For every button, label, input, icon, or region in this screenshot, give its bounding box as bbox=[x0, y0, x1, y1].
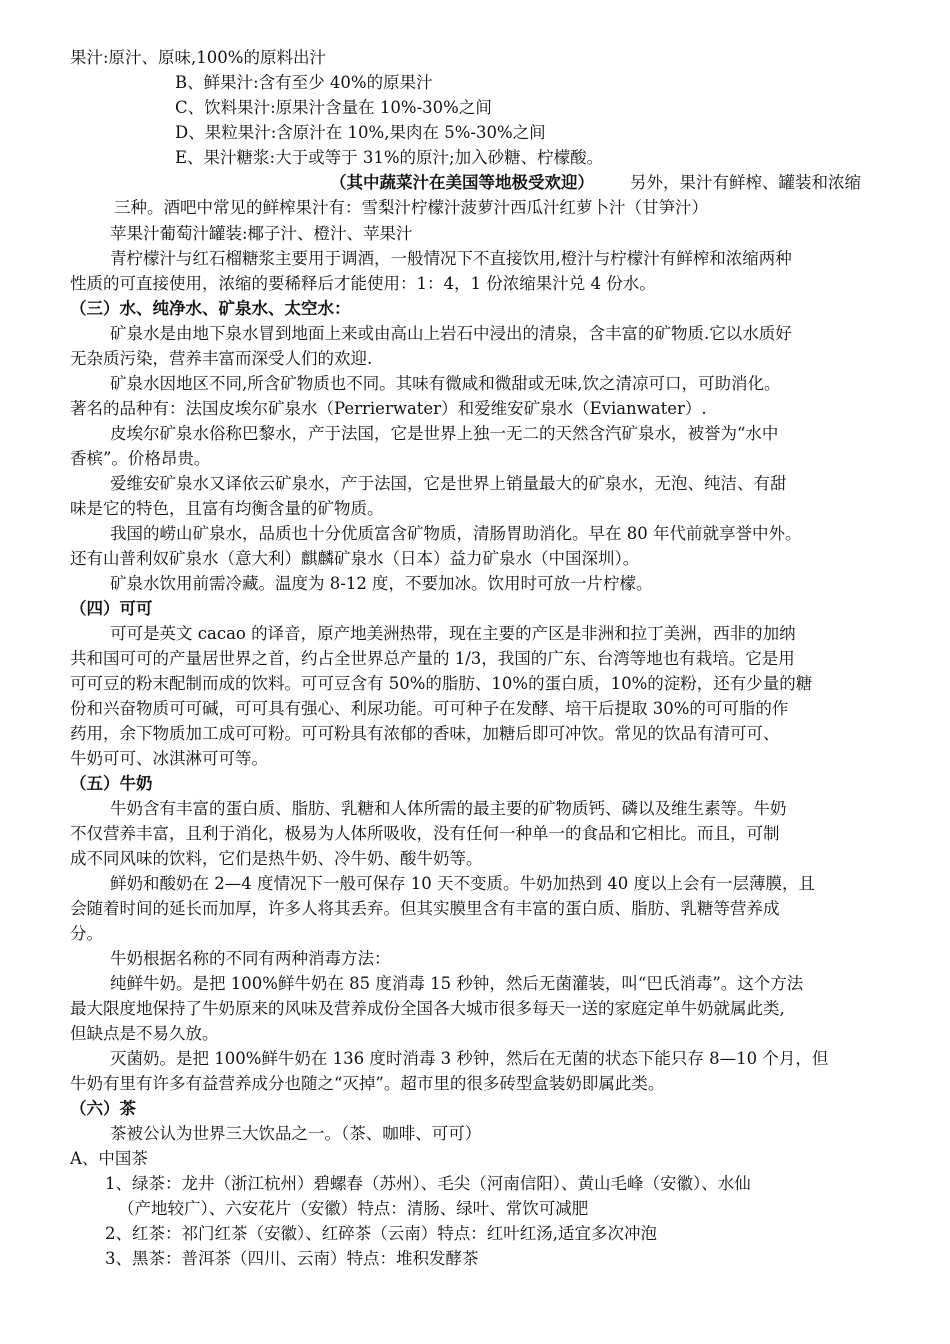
paragraph-line: 药用，余下物质加工成可可粉。可可粉具有浓郁的香味，加糖后即可冲饮。常见的饮品有清可可、 bbox=[70, 724, 780, 743]
paragraph-line: 味是它的特色，且富有均衡含量的矿物质。 bbox=[70, 499, 384, 518]
subheading-chinese-tea: A、中国茶 bbox=[70, 1149, 148, 1168]
paragraph-line: 青柠檬汁与红石榴糖浆主要用于调酒，一般情况下不直接饮用,橙汁与柠檬汁有鲜榨和浓缩两种 bbox=[110, 249, 792, 268]
juice-pulp-line: D、果粒果汁:含原汁在 10%,果肉在 5%-30%之间 bbox=[175, 123, 546, 142]
paragraph-line: 牛奶含有丰富的蛋白质、脂肪、乳糖和人体所需的最主要的矿物质钙、磷以及维生素等。牛奶 bbox=[110, 799, 787, 818]
paragraph-line: 最大限度地保持了牛奶原来的风味及营养成份全国各大城市很多每天一送的家庭定单牛奶就属此类, bbox=[70, 999, 785, 1018]
paragraph-line: 三种。酒吧中常见的鲜榨果汁有：雪梨汁柠檬汁菠萝汁西瓜汁红萝卜汁（甘笋汁） bbox=[114, 198, 708, 217]
paragraph-line: 牛奶可可、冰淇淋可可等。 bbox=[70, 749, 268, 768]
paragraph-line: 还有山普利奴矿泉水（意大利）麒麟矿泉水（日本）益力矿泉水（中国深圳）。 bbox=[70, 549, 640, 568]
paragraph-line: 成不同风味的饮料，它们是热牛奶、冷牛奶、酸牛奶等。 bbox=[70, 849, 483, 868]
juice-drink-line: C、饮料果汁:原果汁含量在 10%-30%之间 bbox=[175, 98, 492, 117]
list-item-green-tea: 1、绿茶：龙井（浙江杭州）碧螺春（苏州）、毛尖（河南信阳）、黄山毛峰（安徽）、水仙 bbox=[105, 1174, 751, 1193]
list-item-black-tea: 2、红茶：祁门红茶（安徽）、红碎茶（云南）特点：红叶红汤,适宜多次冲泡 bbox=[105, 1224, 657, 1243]
paragraph-line: 牛奶有里有许多有益营养成分也随之“灭掉”。超市里的很多砖型盒装奶即属此类。 bbox=[70, 1074, 665, 1093]
paragraph-line: 可可豆的粉末配制而成的饮料。可可豆含有 50%的脂肪、10%的蛋白质，10%的淀粉，还有少量的糖 bbox=[70, 674, 813, 693]
paragraph-line: 鲜奶和酸奶在 2—4 度情况下一般可保存 10 天不变质。牛奶加热到 40 度以上会有一层薄膜，且 bbox=[110, 874, 815, 893]
paragraph-line: 矿泉水因地区不同,所含矿物质也不同。其味有微咸和微甜或无味,饮之清凉可口，可助消化。 bbox=[110, 374, 781, 393]
section-heading-tea: （六）茶 bbox=[70, 1099, 136, 1118]
section-heading-water: （三）水、纯净水、矿泉水、太空水： bbox=[70, 299, 351, 318]
list-item-green-tea-cont: （产地较广）、六安花片（安徽）特点：清肠、绿叶、常饮可减肥 bbox=[118, 1199, 589, 1218]
section-heading-milk: （五）牛奶 bbox=[70, 774, 153, 793]
section-heading-cocoa: （四）可可 bbox=[70, 599, 153, 618]
paragraph-line: 茶被公认为世界三大饮品之一。（茶、咖啡、可可） bbox=[110, 1124, 482, 1143]
paragraph-line: 著名的品种有：法国皮埃尔矿泉水（Perrierwater）和爱维安矿泉水（Evianwater）. bbox=[70, 399, 707, 418]
paragraph-line: 我国的崂山矿泉水，品质也十分优质富含矿物质，清肠胃助消化。早在 80 年代前就享誉中外。 bbox=[110, 524, 802, 543]
paragraph-line: 无杂质污染，营养丰富而深受人们的欢迎. bbox=[70, 349, 373, 368]
juice-types-line: 另外，果汁有鲜榨、罐装和浓缩 bbox=[630, 173, 861, 192]
paragraph-line: 灭菌奶。是把 100%鲜牛奶在 136 度时消毒 3 秒钟，然后在无菌的状态下能只存 8—10 个月，但 bbox=[110, 1049, 829, 1068]
juice-raw-line: 果汁:原汁、原味,100%的原料出汁 bbox=[70, 48, 326, 67]
paragraph-line: 分。 bbox=[70, 924, 103, 943]
paragraph-line: 但缺点是不易久放。 bbox=[70, 1024, 219, 1043]
paragraph-line: 会随着时间的延长而加厚，许多人将其丢弃。但其实膜里含有丰富的蛋白质、脂肪、乳糖等营养成 bbox=[70, 899, 780, 918]
paragraph-line: 香槟”。价格昂贵。 bbox=[70, 449, 211, 468]
paragraph-line: 皮埃尔矿泉水俗称巴黎水，产于法国，它是世界上独一无二的天然含汽矿泉水，被誉为“水中 bbox=[110, 424, 779, 443]
juice-syrup-line: E、果汁糖浆:大于或等于 31%的原汁;加入砂糖、柠檬酸。 bbox=[175, 148, 604, 167]
paragraph-line: 共和国可可的产量居世界之首，约占全世界总产量的 1/3，我国的广东、台湾等地也有栽培。它是用 bbox=[70, 649, 795, 668]
paragraph-line: 纯鲜牛奶。是把 100%鲜牛奶在 85 度消毒 15 秒钟，然后无菌灌装，叫“巴氏消毒”。这个方法 bbox=[110, 974, 804, 993]
paragraph-line: 可可是英文 cacao 的译音，原产地美洲热带，现在主要的产区是非洲和拉丁美洲，西非的加纳 bbox=[110, 624, 796, 643]
paragraph-line: 爱维安矿泉水又译依云矿泉水，产于法国，它是世界上销量最大的矿泉水，无泡、纯洁、有甜 bbox=[110, 474, 787, 493]
paragraph-line: 矿泉水是由地下泉水冒到地面上来或由高山上岩石中浸出的清泉，含丰富的矿物质.它以水质好 bbox=[110, 324, 792, 343]
paragraph-line: 不仅营养丰富，且利于消化，极易为人体所吸收，没有任何一种单一的食品和它相比。而且，可制 bbox=[70, 824, 780, 843]
paragraph-line: 份和兴奋物质可可碱，可可具有强心、利尿功能。可可种子在发酵、培干后提取 30%的可可脂的作 bbox=[70, 699, 789, 718]
paragraph-line: 牛奶根据名称的不同有两种消毒方法： bbox=[110, 949, 391, 968]
paragraph-line: 苹果汁葡萄汁罐装:椰子汁、橙汁、苹果汁 bbox=[110, 224, 413, 243]
paragraph-line: 矿泉水饮用前需冷藏。温度为 8-12 度，不要加冰。饮用时可放一片柠檬。 bbox=[110, 574, 653, 593]
vegetable-juice-note: （其中蔬菜汁在美国等地极受欢迎） bbox=[330, 173, 594, 192]
list-item-dark-tea: 3、黑茶：普洱茶（四川、云南）特点：堆积发酵茶 bbox=[105, 1249, 479, 1268]
juice-fresh-line: B、鲜果汁:含有至少 40%的原果汁 bbox=[175, 73, 433, 92]
paragraph-line: 性质的可直接使用，浓缩的要稀释后才能使用：1：4，1 份浓缩果汁兑 4 份水。 bbox=[70, 274, 656, 293]
